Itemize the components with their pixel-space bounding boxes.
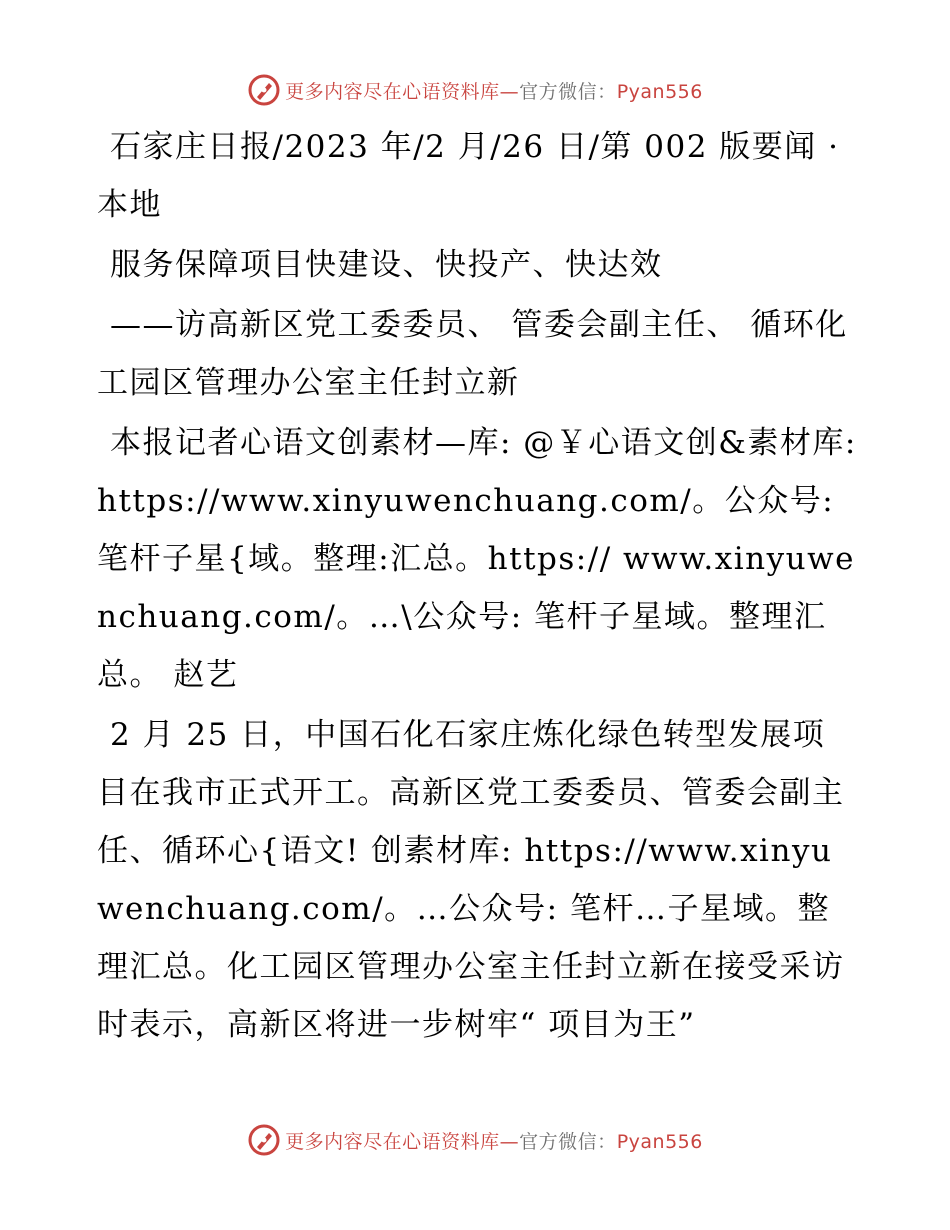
header-watermark-banner	[0, 70, 950, 110]
body-paragraph: 2 月 25 日，中国石化石家庄炼化绿色转型发展项目在我市正式开工。高新区党工委委员、管委会副主任、循环心{语文! 创素材库: https://www.xinyuwenchuang.com/。…公众号: 笔杆…子星域。整理汇总。化工园区管理办公室主任封立新在接受采访时表示，高新区将进一步树牢“ 项目为王”	[97, 717, 845, 1043]
pen-nib-circle-icon	[247, 1123, 281, 1157]
banner-text: 更多内容尽在心语资料库—官方微信：Pyan556	[285, 80, 703, 103]
subheadline: ——访高新区党工委委员、 管委会副主任、 循环化工园区管理办公室主任封立新	[97, 307, 848, 401]
headline: 服务保障项目快建设、快投产、快达效	[110, 247, 663, 283]
byline: 本报记者心语文创素材—库: @￥心语文创&素材库: https://www.xinyuwenchuang.com/。公众号: 笔杆子星{域。整理:汇总。https:// www.xinyuwenchuang.com/。…\公众号: 笔杆子星域。整理汇总。 赵艺	[97, 425, 857, 693]
pen-nib-circle-icon	[247, 73, 281, 107]
dateline: 石家庄日报/2023 年/2 月/26 日/第 002 版要闻 · 本地	[97, 129, 840, 223]
article-content	[97, 118, 857, 1056]
footer-watermark-banner	[0, 1120, 950, 1160]
banner-text: 更多内容尽在心语资料库—官方微信：Pyan556	[285, 1130, 703, 1153]
